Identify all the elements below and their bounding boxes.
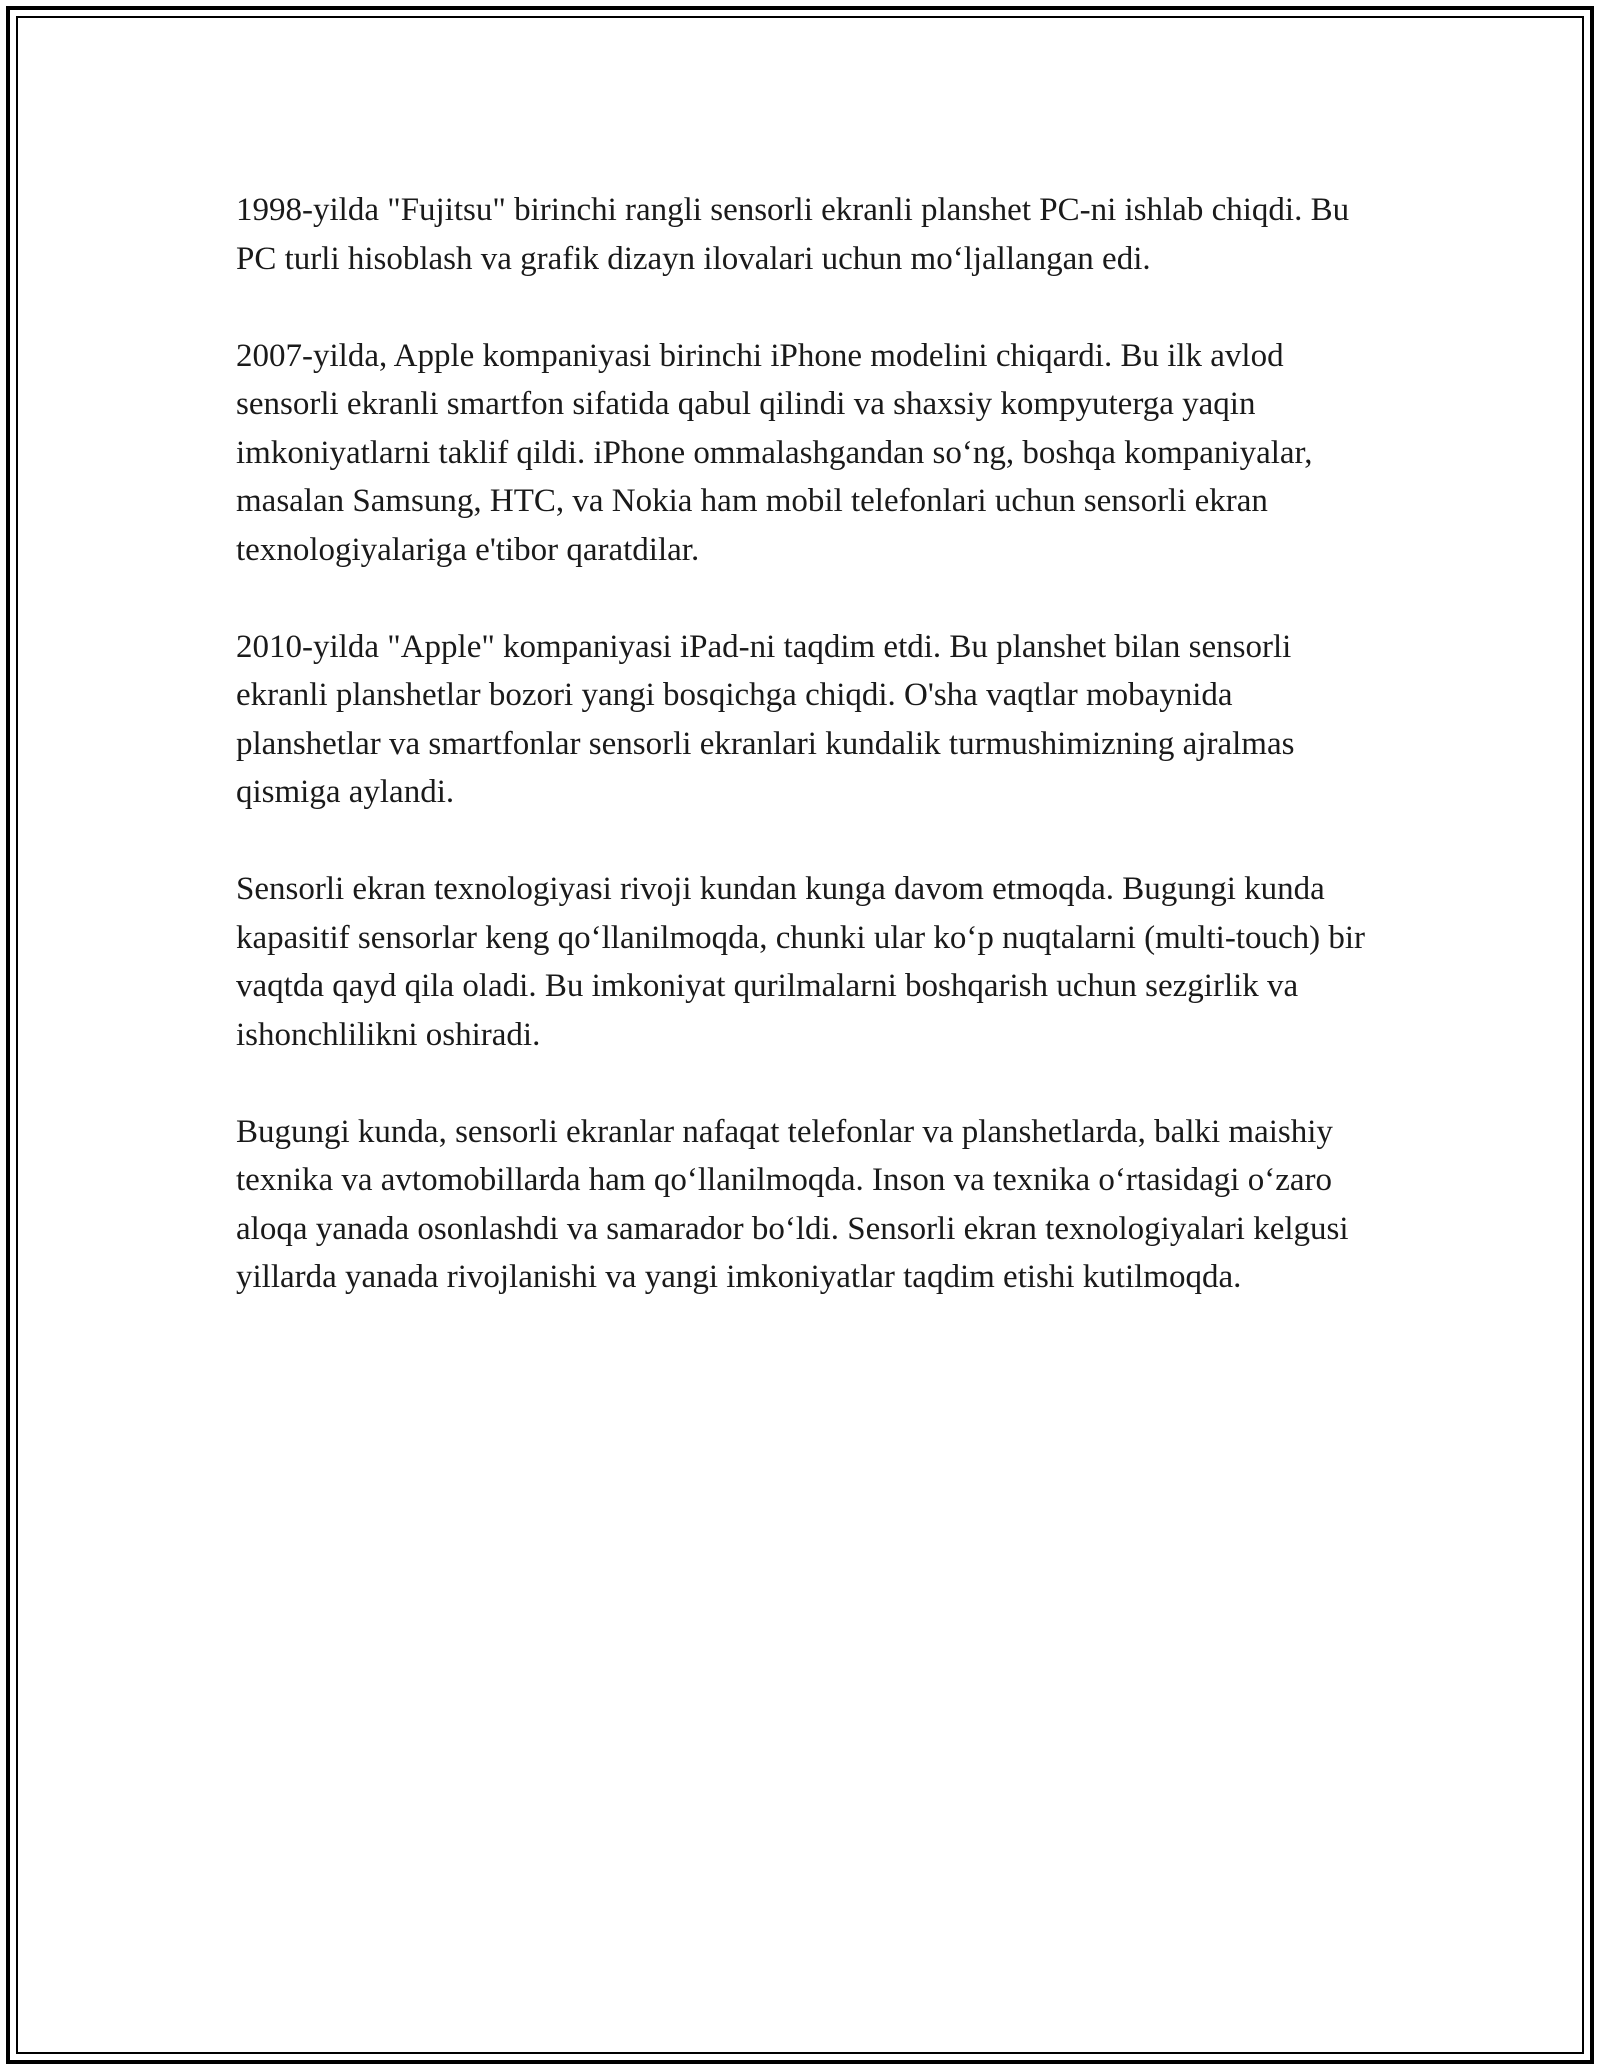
paragraph-ipad-2010: 2010-yilda "Apple" kompaniyasi iPad-ni taqdim etdi. Bu planshet bilan sensorli ekranli planshetlar bozori yangi bosqichga chiqdi. O'sha vaqtlar mobaynida planshetlar va smartfonlar sensorli ekranlari kundalik turmushimizning ajralmas qismiga aylandi. <box>236 628 1295 810</box>
paragraph-capacitive-sensors: Sensorli ekran texnologiyasi rivoji kundan kunga davom etmoqda. Bugungi kunda kapasitif sensorlar keng qo‘llanilmoqda, chunki ular ko‘p nuqtalarni (multi-touch) bir vaqtda qayd qila oladi. Bu imkoniyat qurilmalarni boshqarish uchun sezgirlik va ishonchlilikni oshiradi. <box>236 871 1366 1053</box>
paragraph-fujitsu-1998: 1998-yilda "Fujitsu" birinchi rangli sensorli ekranli planshet PC-ni ishlab chiqdi. Bu PC turli hisoblash va grafik dizayn ilovalari uchun mo‘ljallangan edi. <box>236 192 1350 277</box>
document-body <box>236 186 1376 1350</box>
paragraph-today-applications: Bugungi kunda, sensorli ekranlar nafaqat telefonlar va planshetlarda, balki maishiy texnika va avtomobillarda ham qo‘llanilmoqda. Inson va texnika o‘rtasidagi o‘zaro aloqa yanada osonlashdi va samarador bo‘ldi. Sensorli ekran texnologiyalari kelgusi yillarda yanada rivojlanishi va yangi imkoniyatlar taqdim etishi kutilmoqda. <box>236 1113 1349 1295</box>
paragraph-iphone-2007: 2007-yilda, Apple kompaniyasi birinchi iPhone modelini chiqardi. Bu ilk avlod sensorli ekranli smartfon sifatida qabul qilindi va shaxsiy kompyuterga yaqin imkoniyatlarni taklif qildi. iPhone ommalashgandan so‘ng, boshqa kompaniyalar, masalan Samsung, HTC, va Nokia ham mobil telefonlari uchun sensorli ekran texnologiyalariga e'tibor qaratdilar. <box>236 337 1313 568</box>
